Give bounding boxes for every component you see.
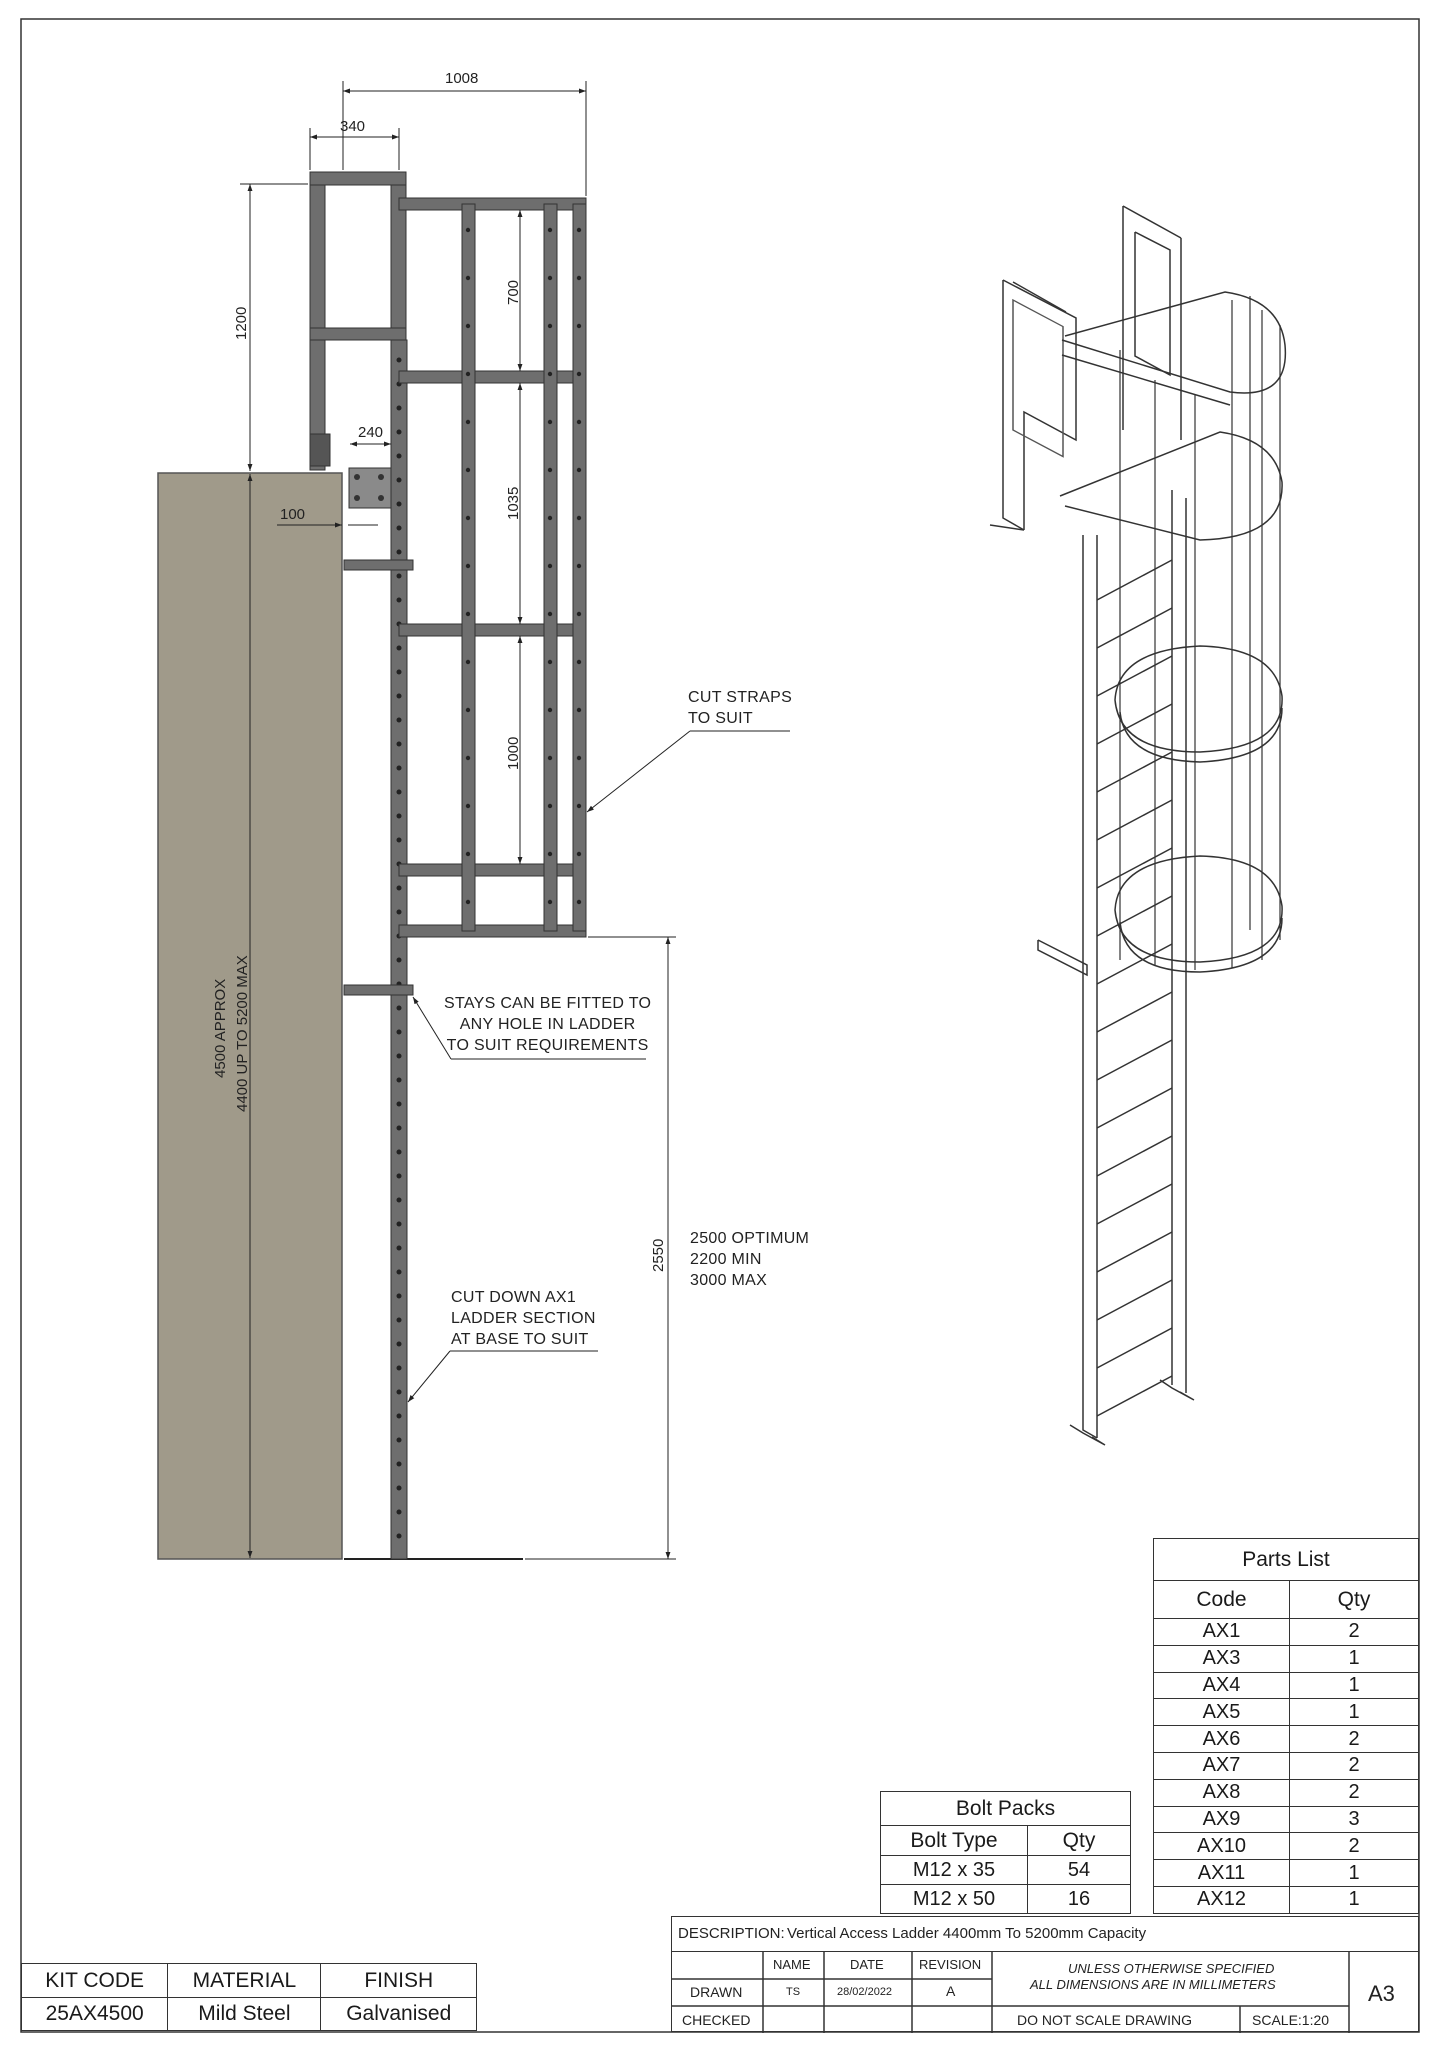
bolt-hole <box>577 900 581 904</box>
kit-code-header: KIT CODE <box>22 1964 168 1998</box>
bolt-hole <box>548 516 552 520</box>
parts-list-table <box>1153 1538 1419 1914</box>
bolt-hole <box>397 718 402 723</box>
parts-row <box>1154 1752 1419 1779</box>
bolt-hole <box>548 276 552 280</box>
part-qty: 1 <box>1290 1860 1419 1887</box>
bolt-hole <box>577 612 581 616</box>
isometric-rungs <box>1097 560 1172 1416</box>
parts-row <box>1154 1645 1419 1672</box>
isometric-view <box>990 206 1285 1445</box>
bolt-hole <box>397 1054 402 1059</box>
bolt-hole <box>397 550 402 555</box>
bolt-hole <box>577 324 581 328</box>
stay-upper <box>344 560 413 570</box>
part-qty: 1 <box>1290 1699 1419 1726</box>
title-block <box>671 1916 1419 2032</box>
part-qty: 3 <box>1290 1806 1419 1833</box>
parts-col-code: Code <box>1154 1581 1290 1619</box>
finish-header: FINISH <box>321 1964 477 1998</box>
bolt-hole <box>548 660 552 664</box>
parts-row <box>1154 1886 1419 1913</box>
bolt-hole <box>397 1006 402 1011</box>
material-value: Mild Steel <box>168 1998 321 2031</box>
dim-340: 340 <box>340 118 366 135</box>
cage-strap-holes <box>466 228 581 904</box>
bolt-hole <box>397 502 402 507</box>
dim-100: 100 <box>280 506 306 523</box>
bolt-hole <box>397 958 402 963</box>
part-code: AX10 <box>1154 1833 1290 1860</box>
bolt-hole <box>548 324 552 328</box>
bolt-hole <box>397 1246 402 1251</box>
bolt-hole <box>397 646 402 651</box>
bolt-hole <box>577 468 581 472</box>
parts-row <box>1154 1860 1419 1887</box>
col-date: DATE <box>850 1957 884 1972</box>
bolt-hole <box>548 900 552 904</box>
dim-240: 240 <box>358 424 384 441</box>
parts-col-qty: Qty <box>1290 1581 1419 1619</box>
bolt-hole <box>466 900 470 904</box>
bolt-hole <box>397 430 402 435</box>
description-text: Vertical Access Ladder 4400mm To 5200mm Capacity <box>787 1925 1147 1942</box>
dim-1035: 1035 <box>505 486 522 520</box>
bolt-hole <box>466 420 470 424</box>
scale-text: SCALE:1:20 <box>1252 2012 1330 2028</box>
handrail-left-stile <box>310 172 325 470</box>
bolt-hole <box>397 358 402 363</box>
ladder-rung <box>1097 656 1172 696</box>
bolt-hole <box>397 790 402 795</box>
bolt-row <box>881 1885 1131 1914</box>
ladder-rung <box>1097 944 1172 984</box>
cage-hoop-2 <box>399 371 586 383</box>
bolt-hole <box>397 1414 402 1419</box>
bolt-hole <box>397 1366 402 1371</box>
part-qty: 2 <box>1290 1752 1419 1779</box>
bolt-hole <box>397 1078 402 1083</box>
bolt-row <box>881 1856 1131 1885</box>
part-code: AX3 <box>1154 1645 1290 1672</box>
bolt-hole <box>577 756 581 760</box>
bolt-hole <box>548 228 552 232</box>
bolt-hole <box>466 804 470 808</box>
bolt-packs-title: Bolt Packs <box>881 1792 1131 1826</box>
note-cut-straps: CUT STRAPS TO SUIT <box>688 689 793 727</box>
dim-700: 700 <box>505 279 522 305</box>
ladder-rung <box>1097 1280 1172 1320</box>
part-code: AX1 <box>1154 1619 1290 1646</box>
note-stays: STAYS CAN BE FITTED TO ANY HOLE IN LADDER TO SUIT REQUIREMENTS <box>444 995 652 1054</box>
dim-overall-line1: 4500 APPROX <box>212 978 229 1078</box>
cage-hoop-3 <box>399 624 586 636</box>
checked-label: CHECKED <box>682 2012 751 2028</box>
bolt-hole <box>397 1294 402 1299</box>
dim-overall-line2: 4400 UP TO 5200 MAX <box>234 955 251 1112</box>
parts-row <box>1154 1726 1419 1753</box>
ladder-rung <box>1097 752 1172 792</box>
ladder-rung <box>1097 608 1172 648</box>
bolt-hole <box>397 670 402 675</box>
wall-bracket-plate <box>349 468 391 508</box>
bolt-hole <box>548 468 552 472</box>
part-qty: 1 <box>1290 1645 1419 1672</box>
bolt-hole <box>397 526 402 531</box>
bolt-hole <box>466 612 470 616</box>
handrail-bracket <box>310 434 330 466</box>
kit-code-value: 25AX4500 <box>22 1998 168 2031</box>
bolt-hole <box>397 1126 402 1131</box>
bolt-hole <box>577 660 581 664</box>
bolt-hole <box>397 1150 402 1155</box>
bolt-hole <box>397 1222 402 1227</box>
bolt-hole <box>397 1390 402 1395</box>
bolt-hole <box>577 372 581 376</box>
cage-hoop-4 <box>399 864 586 876</box>
leader-cut-down <box>408 1351 450 1402</box>
bolt-hole <box>397 694 402 699</box>
do-not-scale: DO NOT SCALE DRAWING <box>1017 2012 1193 2028</box>
drawn-label: DRAWN <box>690 1984 743 2000</box>
ladder-rung <box>1097 1328 1172 1368</box>
part-code: AX8 <box>1154 1779 1290 1806</box>
bolt-hole <box>466 516 470 520</box>
bolt-hole <box>397 886 402 891</box>
bolt-hole <box>577 708 581 712</box>
bolt-hole <box>466 756 470 760</box>
bolt-hole <box>397 574 402 579</box>
part-code: AX9 <box>1154 1806 1290 1833</box>
kit-table <box>21 1963 477 2031</box>
parts-row <box>1154 1699 1419 1726</box>
bolt-hole <box>548 804 552 808</box>
bolt-hole <box>397 1174 402 1179</box>
bolt-hole <box>577 564 581 568</box>
sheet-size: A3 <box>1368 1981 1395 2006</box>
part-qty: 1 <box>1290 1672 1419 1699</box>
material-header: MATERIAL <box>168 1964 321 1998</box>
leader-cut-straps <box>587 731 690 812</box>
col-name: NAME <box>773 1957 811 1972</box>
bolt-hole <box>548 852 552 856</box>
bolt-hole <box>397 1102 402 1107</box>
dim-1200: 1200 <box>233 306 250 340</box>
ladder-rung <box>1097 1232 1172 1272</box>
part-qty: 2 <box>1290 1619 1419 1646</box>
bolt-hole <box>397 1318 402 1323</box>
bolt-hole <box>577 276 581 280</box>
parts-row <box>1154 1779 1419 1806</box>
bolt-hole <box>548 612 552 616</box>
ladder-stile <box>391 340 407 1559</box>
bolt-hole <box>466 324 470 328</box>
revision-value: A <box>946 1983 956 1999</box>
bolt-type: M12 x 50 <box>881 1885 1028 1914</box>
spec-line1: UNLESS OTHERWISE SPECIFIED <box>1068 1961 1275 1976</box>
bolt-hole <box>466 564 470 568</box>
bolt-hole <box>397 454 402 459</box>
bolt-hole <box>577 804 581 808</box>
bolt-hole <box>397 838 402 843</box>
bolt-hole <box>397 478 402 483</box>
note-clearance: 2500 OPTIMUM 2200 MIN 3000 MAX <box>690 1230 810 1289</box>
ladder-rung <box>1097 1040 1172 1080</box>
bolt-hole <box>397 1198 402 1203</box>
parts-row <box>1154 1672 1419 1699</box>
bolt-hole <box>577 420 581 424</box>
part-qty: 2 <box>1290 1726 1419 1753</box>
ladder-rung <box>1097 560 1172 600</box>
bolt-hole <box>397 598 402 603</box>
bolt-hole <box>397 910 402 915</box>
ladder-rung <box>1097 1136 1172 1176</box>
bolt-hole <box>397 766 402 771</box>
ladder-rung <box>1097 1184 1172 1224</box>
bolt-hole <box>577 516 581 520</box>
bolt-hole <box>397 1534 402 1539</box>
bolt-hole <box>397 1438 402 1443</box>
bolt-hole <box>397 1270 402 1275</box>
bolt-hole <box>548 756 552 760</box>
part-qty: 2 <box>1290 1833 1419 1860</box>
bolt-hole <box>577 228 581 232</box>
bolt-hole <box>577 852 581 856</box>
ladder-rung <box>1097 704 1172 744</box>
bolt-type: M12 x 35 <box>881 1856 1028 1885</box>
cage-hoop-5 <box>399 925 586 937</box>
description-label: DESCRIPTION: <box>678 1925 785 1942</box>
bolt-hole <box>397 1462 402 1467</box>
bolt-col-qty: Qty <box>1028 1826 1131 1856</box>
col-revision: REVISION <box>919 1957 982 1972</box>
part-code: AX5 <box>1154 1699 1290 1726</box>
bolt-hole <box>466 708 470 712</box>
handrail-mid <box>310 328 406 340</box>
spec-line2: ALL DIMENSIONS ARE IN MILLIMETERS <box>1030 1977 1276 1992</box>
bolt-hole <box>548 708 552 712</box>
bolt-hole <box>397 742 402 747</box>
part-code: AX4 <box>1154 1672 1290 1699</box>
drawn-name: TS <box>786 1986 801 1998</box>
ladder-rung <box>1097 896 1172 936</box>
bolt-hole <box>397 1510 402 1515</box>
bolt-hole <box>397 1486 402 1491</box>
parts-row <box>1154 1833 1419 1860</box>
parts-list-title: Parts List <box>1154 1539 1419 1581</box>
bolt-hole <box>397 1342 402 1347</box>
part-code: AX11 <box>1154 1860 1290 1887</box>
dim-2550: 2550 <box>650 1238 667 1272</box>
parts-row <box>1154 1806 1419 1833</box>
part-qty: 2 <box>1290 1779 1419 1806</box>
bolt-hole <box>548 372 552 376</box>
ladder-rung <box>1097 1376 1172 1416</box>
part-code: AX6 <box>1154 1726 1290 1753</box>
bolt-packs-table <box>880 1791 1131 1914</box>
note-cut-down: CUT DOWN AX1 LADDER SECTION AT BASE TO SUIT <box>451 1289 596 1348</box>
cage-hoop-1 <box>399 198 586 210</box>
finish-value: Galvanised <box>321 1998 477 2031</box>
dim-1008: 1008 <box>445 70 479 87</box>
bolt-hole <box>466 468 470 472</box>
bolt-hole <box>466 228 470 232</box>
ladder-rung <box>1097 1088 1172 1128</box>
handrail-top <box>310 172 406 185</box>
bolt-hole <box>466 372 470 376</box>
bolt-col-type: Bolt Type <box>881 1826 1028 1856</box>
bolt-hole <box>397 1030 402 1035</box>
ladder-rung <box>1097 992 1172 1032</box>
bolt-hole <box>466 852 470 856</box>
stay-lower <box>344 985 413 995</box>
drawn-date: 28/02/2022 <box>837 1986 893 1998</box>
parts-row <box>1154 1619 1419 1646</box>
ladder-rung <box>1097 848 1172 888</box>
bolt-hole <box>466 276 470 280</box>
part-code: AX7 <box>1154 1752 1290 1779</box>
bolt-hole <box>548 420 552 424</box>
part-qty: 1 <box>1290 1886 1419 1913</box>
bolt-qty: 16 <box>1028 1885 1131 1914</box>
bolt-hole <box>397 406 402 411</box>
dim-1000: 1000 <box>505 736 522 770</box>
bolt-qty: 54 <box>1028 1856 1131 1885</box>
part-code: AX12 <box>1154 1886 1290 1913</box>
bolt-hole <box>466 660 470 664</box>
ladder-rung <box>1097 800 1172 840</box>
bolt-hole <box>397 814 402 819</box>
bolt-hole <box>548 564 552 568</box>
